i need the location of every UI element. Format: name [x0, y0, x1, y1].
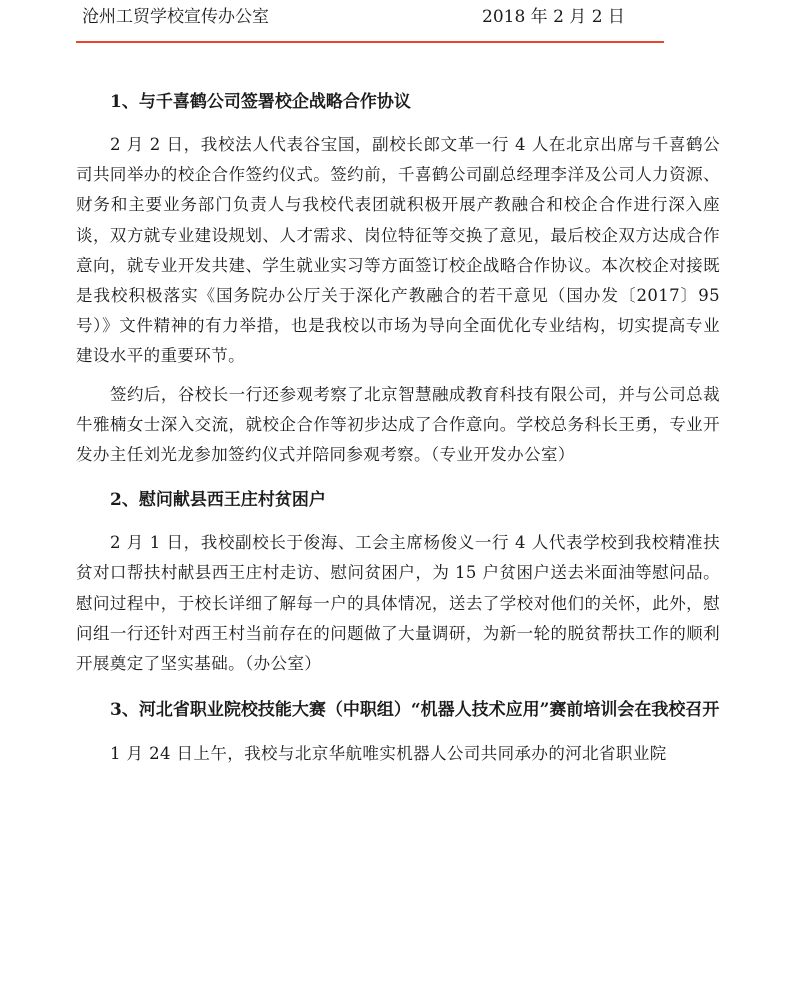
body-paragraph: 1 月 24 日上午，我校与北京华航唯实机器人公司共同承办的河北省职业院 — [110, 744, 667, 764]
section-heading: 2、慰问献县西王庄村贫困户 — [110, 490, 326, 511]
body-paragraph: 2 月 2 日，我校法人代表谷宝国，副校长郎文革一行 4 人在北京出席与千喜鹤公司共同举办的校企合作签约仪式。签约前，千喜鹤公司副总经理李洋及公司人力资源、财务和主要业务部门负责人与我校代表团就积极开展产教融合和校企合作进行深入座谈，双方就专业建设规划、人才需求、岗位特征等交换了意见，最后校企双方达成合作意向，就专业开发共建、学生就业实习等方面签订校企战略合作协议。本次校企对接既是我校积极落实《国务院办公厅关于深化产教融合的若干意见（国办发〔2017〕95 号）》文件精神的有力举措，也是我校以市场为导向全面优化专业结构，切实提高专业建设水平的重要环节。 — [76, 135, 720, 366]
page-header — [82, 6, 664, 28]
header-date: 2018 年 2 月 2 日 — [482, 7, 625, 27]
news-section — [76, 689, 720, 769]
news-section — [76, 82, 720, 470]
header-divider — [76, 41, 664, 43]
body-paragraph: 签约后，谷校长一行还参观考察了北京智慧融成教育科技有限公司，并与公司总裁牛雅楠女士深入交流，就校企合作等初步达成了合作意向。学校总务科长王勇，专业开发办主任刘光龙参加签约仪式并陪同参观考察。（专业开发办公室） — [76, 384, 720, 465]
section-heading: 1、与千喜鹤公司签署校企战略合作协议 — [110, 92, 411, 112]
document-body — [76, 82, 720, 777]
body-paragraph: 2 月 1 日，我校副校长于俊海、工会主席杨俊义一行 4 人代表学校到我校精准扶贫对口帮扶村献县西王庄村走访、慰问贫困户，为 15 户贫困户送去米面油等慰问品。慰问过程中，于校长详细了解每一户的具体情况，送去了学校对他们的关怀，此外，慰问组一行还针对西王村当前存在的问题做了大量调研，为新一轮的脱贫帮扶工作的顺利开展奠定了坚实基础。（办公室） — [76, 533, 720, 674]
header-organization: 沧州工贸学校宣传办公室 — [82, 7, 269, 27]
news-section — [76, 480, 720, 679]
section-heading: 3、河北省职业院校技能大赛（中职组）“机器人技术应用”赛前培训会在我校召开 — [110, 700, 720, 721]
